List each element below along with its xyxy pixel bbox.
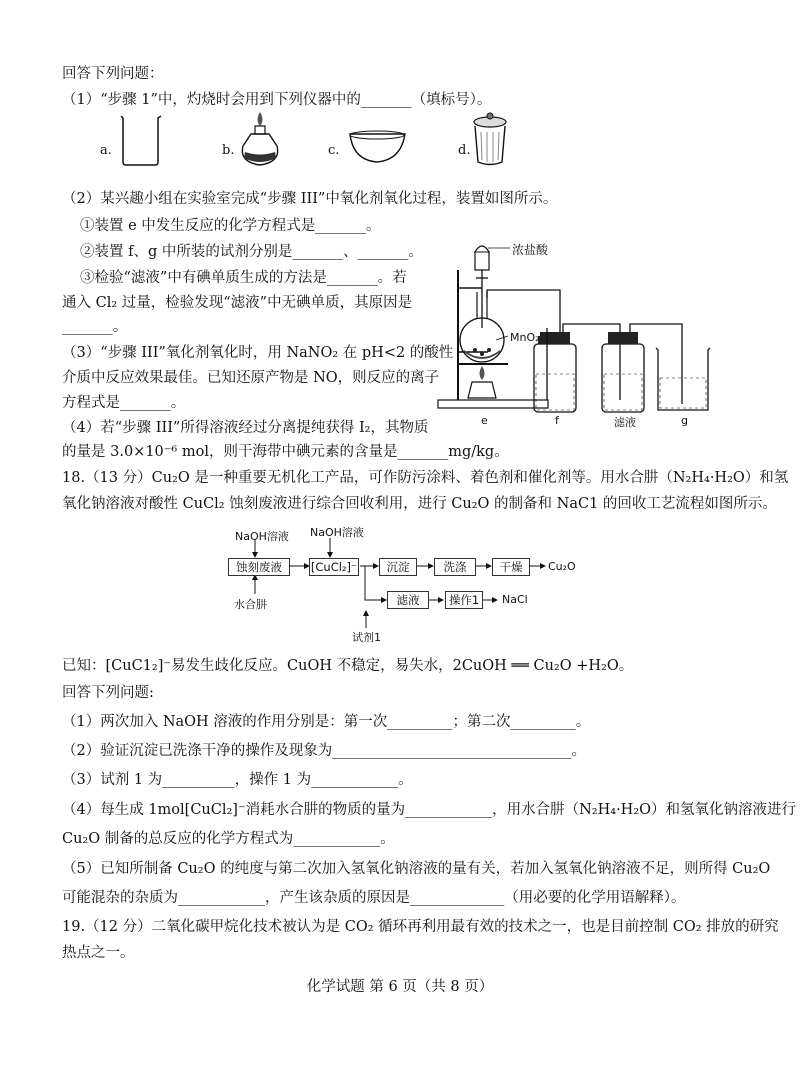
question-17-2-2: ②装置 f、g 中所装的试剂分别是_______、_______。: [80, 244, 423, 260]
crucible-icon: [474, 113, 506, 165]
instrument-figures: [95, 110, 525, 172]
question-17-4b: 的量是 3.0×10⁻⁶ mol，则干海带中碘元素的含量是_______mg/kg。: [62, 444, 509, 460]
flow-naoh-2: NaOH溶液: [310, 526, 364, 539]
option-c: c.: [328, 143, 340, 158]
question-18-line2: 氧化钠溶液对酸性 CuCl₂ 蚀刻废液进行综合回收利用，进行 Cu₂O 的制备和 NaC1 的回收工艺流程如图所示。: [62, 496, 777, 512]
question-18-1: （1）两次加入 NaOH 溶液的作用分别是：第一次_________；第二次_________。: [62, 714, 591, 730]
flow-step-filtrate: 滤液: [387, 591, 429, 609]
flow-product-nacl: NaCl: [502, 593, 528, 606]
option-b: b.: [222, 143, 235, 158]
flow-step-waste: 蚀刻废液: [228, 558, 290, 576]
question-18-5b: 可能混杂的杂质为____________，产生该杂质的原因是_____________（用必要的化学用语解释）。: [62, 890, 686, 906]
label-e: e: [481, 414, 488, 427]
chlorine-apparatus-diagram: [430, 232, 740, 428]
answer-intro-18: 回答下列问题:: [62, 685, 154, 701]
option-d: d.: [458, 143, 471, 158]
question-18-2: （2）验证沉淀已洗涤干净的操作及现象为_________________________________。: [62, 743, 586, 759]
question-19-line1: 19.（12 分）二氧化碳甲烷化技术被认为是 CO₂ 循环再利用最有效的技术之一，也是目前控制 CO₂ 排放的研究: [62, 919, 779, 935]
label-f: f: [555, 414, 559, 427]
question-17-3c: 方程式是_______。: [62, 395, 186, 411]
question-17-2-1: ①装置 e 中发生反应的化学方程式是_______。: [80, 218, 381, 234]
question-17-3b: 介质中反应效果最佳。已知还原产物是 NO，则反应的离子: [62, 370, 440, 386]
question-18-3: （3）试剂 1 为__________，操作 1 为____________。: [62, 772, 413, 788]
label-mno2: MnO₂: [510, 331, 540, 344]
question-17-4a: （4）若“步骤 III”所得溶液经过分离提纯获得 I₂，其物质: [62, 420, 429, 436]
question-18-4b: Cu₂O 制备的总反应的化学方程式为____________。: [62, 831, 395, 847]
flow-step-wash: 洗涤: [434, 558, 476, 576]
evaporating-dish-icon: [350, 131, 405, 162]
label-conc-hcl: 浓盐酸: [512, 243, 549, 257]
flow-hydrazine: 水合肼: [234, 598, 267, 611]
beaker-icon: [121, 116, 161, 165]
answer-intro: 回答下列问题：: [62, 66, 164, 82]
question-17-3a: （3）“步骤 III”氧化剂氧化时，用 NaNO₂ 在 pH<2 的酸性: [62, 345, 454, 361]
known-info: 已知：[CuC1₂]⁻易发生歧化反应。CuOH 不稳定，易失水，2CuOH ══ Cu₂O +H₂O。: [62, 658, 634, 674]
label-g: g: [681, 414, 688, 427]
question-17-2-3: ③检验“滤液”中有碘单质生成的方法是_______。若: [80, 270, 407, 286]
flow-step-dry: 干燥: [492, 558, 530, 576]
flow-step-cucl2: [CuCl₂]⁻: [310, 560, 358, 574]
question-19-line2: 热点之一。: [62, 945, 135, 961]
flow-reagent1: 试剂1: [352, 631, 381, 644]
question-17-2-3c: _______。: [62, 319, 128, 335]
question-17-1: （1）“步骤 1”中，灼烧时会用到下列仪器中的_______（填标号）。: [62, 92, 492, 108]
alcohol-lamp-icon: [242, 112, 277, 165]
question-18-5a: （5）已知所制备 Cu₂O 的纯度与第二次加入氢氧化钠溶液的量有关，若加入氢氧化钠溶液不足，则所得 Cu₂O: [62, 861, 771, 877]
flow-product-cu2o: Cu₂O: [548, 560, 576, 573]
question-17-2-3b: 通入 Cl₂ 过量，检验发现“滤液”中无碘单质，其原因是: [62, 295, 413, 311]
question-17-2: （2）某兴趣小组在实验室完成“步骤 III”中氧化剂氧化过程，装置如图所示。: [62, 191, 558, 207]
question-18-line1: 18.（13 分）Cu₂O 是一种重要无机化工产品，可作防污涂料、着色剂和催化剂等。用水合肼（N₂H₄·H₂O）和氢: [62, 470, 789, 486]
flow-step-precipitate: 沉淀: [379, 558, 417, 576]
question-18-4a: （4）每生成 1mol[CuCl₂]⁻消耗水合肼的物质的量为____________，用水合肼（N₂H₄·H₂O）和氢氧化钠溶液进行: [62, 802, 797, 818]
option-a: a.: [100, 143, 112, 158]
flow-naoh-1: NaOH溶液: [235, 530, 289, 543]
page-footer: 化学试题 第 6 页（共 8 页）: [306, 979, 494, 995]
label-filtrate: 滤液: [614, 416, 636, 429]
flow-step-operation1: 操作1: [445, 591, 483, 609]
